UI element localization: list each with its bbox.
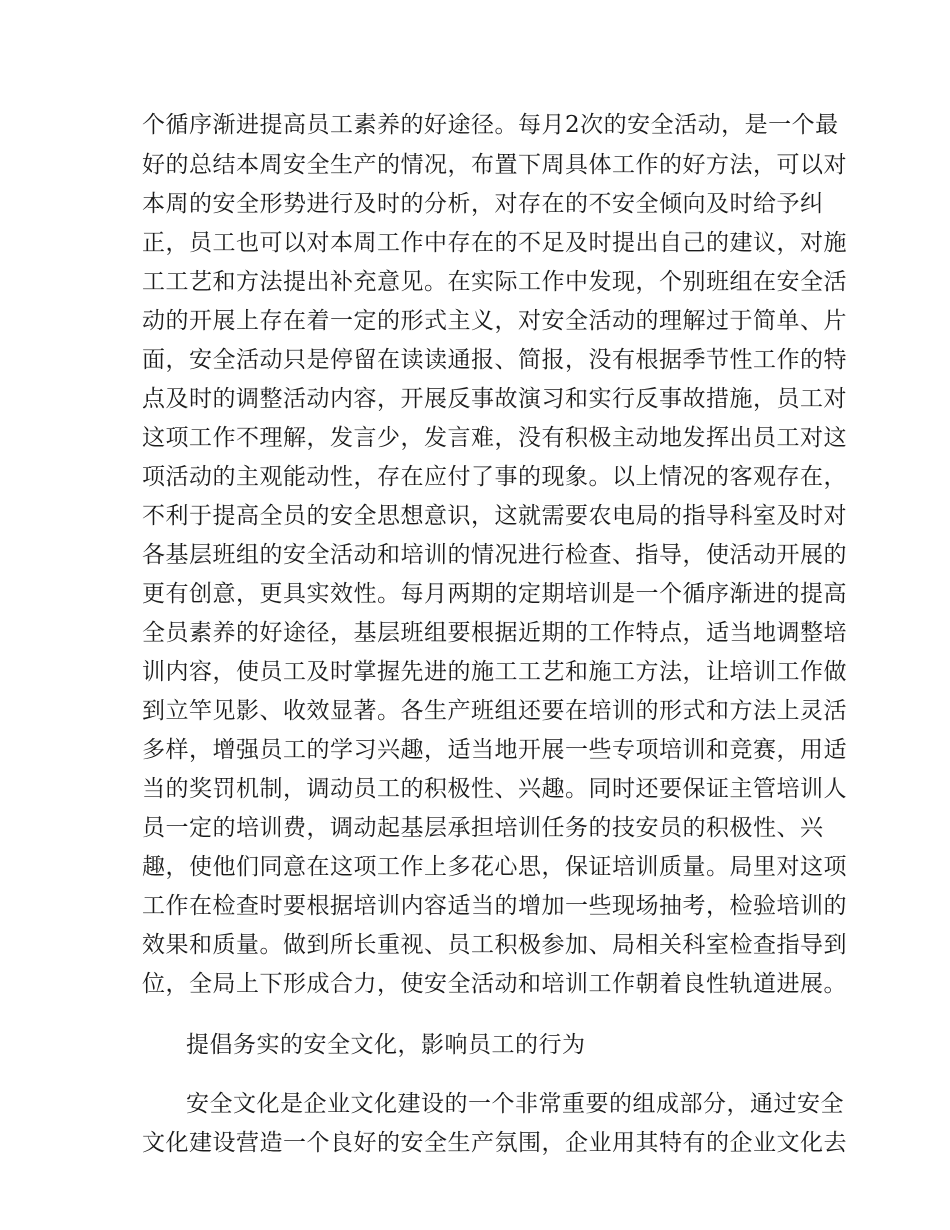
text-line: 多样，增强员工的学习兴趣，适当地开展一些专项培训和竞赛，用适 xyxy=(142,737,847,763)
text-line: 动的开展上存在着一定的形式主义，对安全活动的理解过于简单、片 xyxy=(142,308,847,334)
text-line: 员一定的培训费，调动起基层承担培训任务的技安员的积极性、兴 xyxy=(142,815,824,841)
text-line: 点及时的调整活动内容，开展反事故演习和实行反事故措施，员工对 xyxy=(142,386,847,412)
text-line: 到立竿见影、收效显著。各生产班组还要在培训的形式和方法上灵活 xyxy=(142,698,847,724)
text-line: 更有创意，更具实效性。每月两期的定期培训是一个循序渐进的提高 xyxy=(142,581,847,607)
text-line: 各基层班组的安全活动和培训的情况进行检查、指导，使活动开展的 xyxy=(142,542,847,568)
text-line: 项活动的主观能动性，存在应付了事的现象。以上情况的客观存在， xyxy=(142,464,847,490)
text-line: 位，全局上下形成合力，使安全活动和培训工作朝着良性轨道进展。 xyxy=(142,971,847,997)
text-line: 安全文化是企业文化建设的一个非常重要的组成部分，通过安全 xyxy=(186,1091,844,1117)
text-line: 好的总结本周安全生产的情况，布置下周具体工作的好方法，可以对 xyxy=(142,152,847,178)
text-line: 文化建设营造一个良好的安全生产氛围，企业用其特有的企业文化去 xyxy=(142,1130,847,1156)
text-line: 当的奖罚机制，调动员工的积极性、兴趣。同时还要保证主管培训人 xyxy=(142,776,847,802)
text-line: 趣，使他们同意在这项工作上多花心思，保证培训质量。局里对这项 xyxy=(142,854,847,880)
text-line: 面，安全活动只是停留在读读通报、简报，没有根据季节性工作的特 xyxy=(142,347,847,373)
text-line: 工工艺和方法提出补充意见。在实际工作中发现，个别班组在安全活 xyxy=(142,269,847,295)
text-line: 本周的安全形势进行及时的分析，对存在的不安全倾向及时给予纠 xyxy=(142,191,824,217)
text-line: 个循序渐进提高员工素养的好途径。每月2次的安全活动，是一个最 xyxy=(142,112,839,138)
text-line: 效果和质量。做到所长重视、员工积极参加、局相关科室检查指导到 xyxy=(142,932,847,958)
section-heading: 提倡务实的安全文化，影响员工的行为 xyxy=(186,1032,586,1058)
text-line: 全员素养的好途径，基层班组要根据近期的工作特点，适当地调整培 xyxy=(142,620,847,646)
text-line: 不利于提高全员的安全思想意识，这就需要农电局的指导科室及时对 xyxy=(142,503,847,529)
text-line: 正，员工也可以对本周工作中存在的不足及时提出自己的建议，对施 xyxy=(142,230,847,256)
text-line: 这项工作不理解，发言少，发言难，没有积极主动地发挥出员工对这 xyxy=(142,425,847,451)
text-line: 训内容，使员工及时掌握先进的施工工艺和施工方法，让培训工作做 xyxy=(142,659,847,685)
text-line: 工作在检查时要根据培训内容适当的增加一些现场抽考，检验培训的 xyxy=(142,893,847,919)
